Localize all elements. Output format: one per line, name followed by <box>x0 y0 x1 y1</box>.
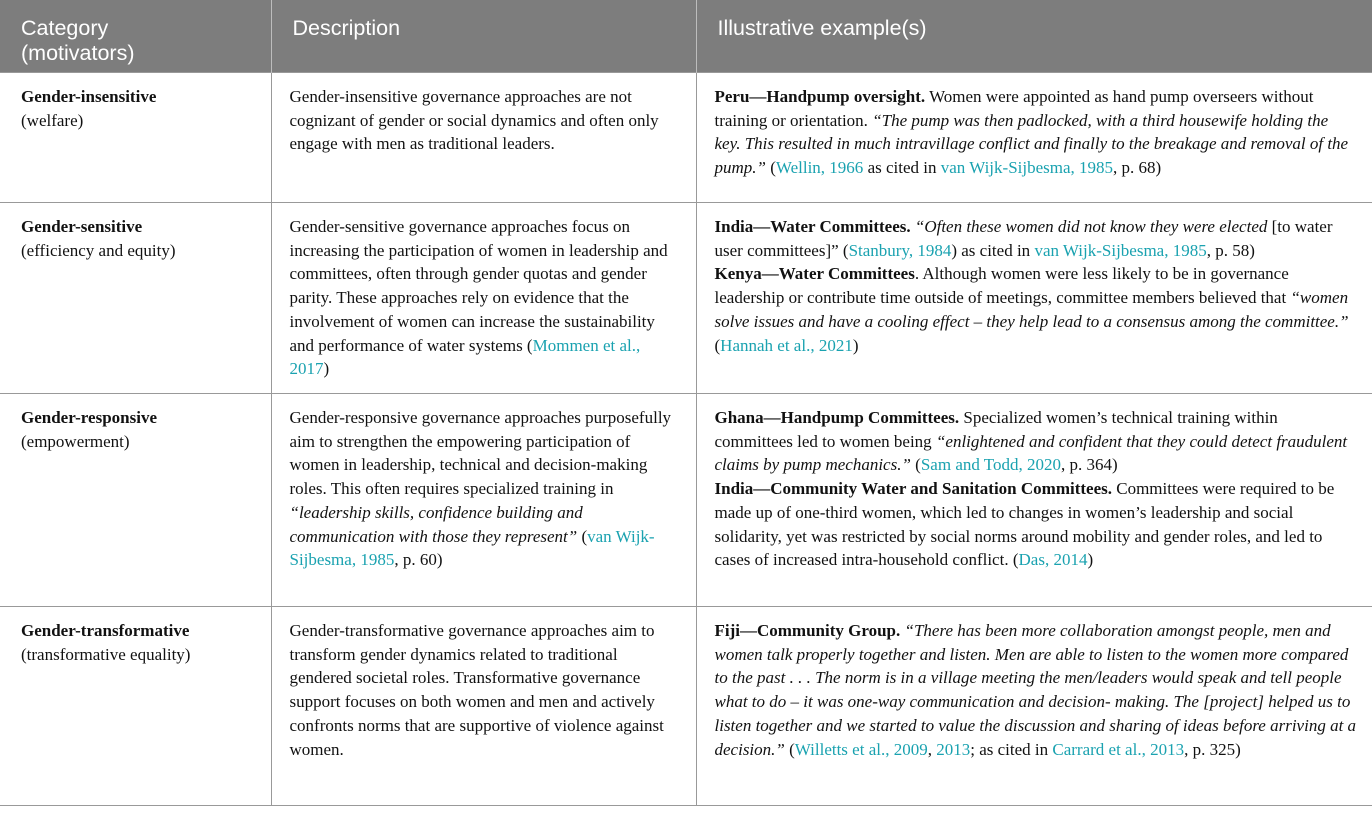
example-title: Kenya—Water Committees <box>714 264 915 284</box>
example-text: ; as cited in <box>970 739 1053 759</box>
description-text: ( <box>577 526 588 546</box>
example-block <box>715 215 1359 262</box>
header-category <box>0 0 271 73</box>
category-name: Gender-responsive <box>21 408 157 427</box>
description-quote: “leadership skills, confidence building and communication with those they represent” <box>289 502 583 546</box>
example-block <box>715 619 1359 761</box>
description-cell <box>271 607 696 806</box>
citation-link[interactable]: Sam and Todd, 2020 <box>920 455 1062 475</box>
example-block <box>715 85 1359 180</box>
category-cell <box>0 607 271 806</box>
citation-link[interactable]: van Wijk-Sijbesma, 1985 <box>940 158 1114 178</box>
example-text: Women were appointed as hand pump overseers without training or orientation. <box>714 87 1314 130</box>
example-quote: “The pump was then padlocked, with a third housewife holding the key. This resulted in much intravillage conflict and finally to the breakage and removal of the pump.” <box>714 110 1349 178</box>
example-quote: “enlightened and confident that they could detect fraudulent claims by pump mechanics.” <box>714 431 1348 475</box>
citation-link[interactable]: Wellin, 1966 <box>775 158 864 178</box>
citation-link[interactable]: van Wijk-Sijbesma, 1985 <box>1034 240 1207 260</box>
example-cell <box>696 73 1372 203</box>
table-row <box>0 203 1372 394</box>
example-block <box>715 406 1359 477</box>
description-text: Gender-responsive governance approaches purposefully aim to strengthen the empowering participation of women in leadership, technical and decision-making roles. This often requires specialized training in <box>289 408 672 499</box>
category-cell <box>0 394 271 607</box>
description-text: , p. 60) <box>394 550 443 570</box>
example-text: ( <box>714 335 721 355</box>
example-title: India—Community Water and Sanitation Committees. <box>714 479 1112 499</box>
example-text: , <box>927 739 937 759</box>
citation-link[interactable]: Mommen et al., 2017 <box>289 335 641 379</box>
citation-link[interactable]: Hannah et al., 2021 <box>720 335 853 355</box>
citation-link[interactable]: 2013 <box>936 739 971 759</box>
category-cell <box>0 73 271 203</box>
example-quote: “Often these women did not know they were elected <box>914 217 1268 236</box>
category-name: Gender-sensitive <box>21 217 143 236</box>
example-block <box>715 262 1359 357</box>
description-text: ) <box>323 359 330 379</box>
example-quote: “There has been more collaboration amongst people, men and women talk properly together and listen. Men are able to listen to the women more compared to the past . . . The norm is in a village meeting the men/leaders would speak and tell people what to do – it was one-way communication and decision- making. The [project] helped us to listen together and we started to value the discussion and sharing of ideas before arriving at a decision.” <box>714 621 1357 759</box>
table-row <box>0 73 1372 203</box>
category-motivator: (transformative equality) <box>21 644 191 664</box>
description-cell <box>271 73 696 203</box>
example-title: Fiji—Community Group. <box>714 621 901 640</box>
description-cell <box>271 203 696 394</box>
example-text: ) <box>852 335 859 355</box>
description-cell <box>271 394 696 607</box>
header-examples: Illustrative example(s) <box>696 0 1372 73</box>
citation-link[interactable]: Willetts et al., 2009 <box>794 739 928 759</box>
example-text: ( <box>910 455 921 475</box>
example-cell <box>696 607 1372 806</box>
example-text: ) as cited in <box>951 240 1035 260</box>
example-cell <box>696 203 1372 394</box>
category-motivator: (welfare) <box>21 110 84 130</box>
description-text: Gender-insensitive governance approaches are not cognizant of gender or social dynamics and often only engage with men as traditional leaders. <box>289 87 659 154</box>
example-text: , p. 58) <box>1206 240 1255 260</box>
example-cell <box>696 394 1372 607</box>
table-header-row <box>0 0 1372 73</box>
example-text: ( <box>765 158 776 178</box>
example-text: . Although women were less likely to be in governance leadership or contribute time outside of meetings, committee members believed that <box>714 264 1291 308</box>
citation-link[interactable]: Stanbury, 1984 <box>848 240 952 260</box>
table-row <box>0 607 1372 806</box>
description-text: Gender-sensitive governance approaches focus on increasing the participation of women in leadership and committees, often through gender quotas and gender parity. These approaches rely on evidence that the involvement of women can increase the sustainability and performance of water systems ( <box>289 217 668 355</box>
header-category-line2: (motivators) <box>21 41 135 65</box>
category-name: Gender-transformative <box>21 621 190 640</box>
example-title: Ghana—Handpump Committees. <box>714 408 960 427</box>
example-text: , p. 68) <box>1113 158 1162 178</box>
example-quote: “women solve issues and have a cooling effect – they help lead to a consensus among the committee.” <box>714 288 1349 331</box>
citation-link[interactable]: van Wijk-Sijbesma, 1985 <box>289 526 655 570</box>
header-category-line1: Category <box>21 16 109 40</box>
example-text: ( <box>784 739 795 759</box>
citation-link[interactable]: Carrard et al., 2013 <box>1052 739 1185 759</box>
example-text: ) <box>1087 550 1094 570</box>
example-text: , p. 364) <box>1061 455 1118 475</box>
example-block <box>715 477 1359 572</box>
example-text: Committees were required to be made up of one-third women, which led to changes in women’s leadership and social solidarity, yet was restricted by social norms around mobility and gender roles, and led to cases of increased intra-household conflict. ( <box>714 479 1335 570</box>
description-text: Gender-transformative governance approaches aim to transform gender dynamics related to traditional gendered societal roles. Transformative governance support focuses on both women and men and actively confronts norms that are supportive of violence against women. <box>289 621 664 759</box>
table-row <box>0 394 1372 607</box>
category-motivator: (efficiency and equity) <box>21 240 176 260</box>
category-motivator: (empowerment) <box>21 431 130 451</box>
category-cell <box>0 203 271 394</box>
header-description: Description <box>271 0 696 73</box>
example-title: India—Water Committees. <box>714 217 911 236</box>
example-text: [to water user committees]” ( <box>714 217 1333 260</box>
category-name: Gender-insensitive <box>21 87 157 106</box>
example-text: Specialized women’s technical training within committees led to women being <box>714 408 1278 451</box>
example-text: , p. 325) <box>1184 739 1241 759</box>
example-title: Peru—Handpump oversight. <box>714 87 926 106</box>
citation-link[interactable]: Das, 2014 <box>1018 550 1088 570</box>
example-text: as cited in <box>863 158 941 178</box>
